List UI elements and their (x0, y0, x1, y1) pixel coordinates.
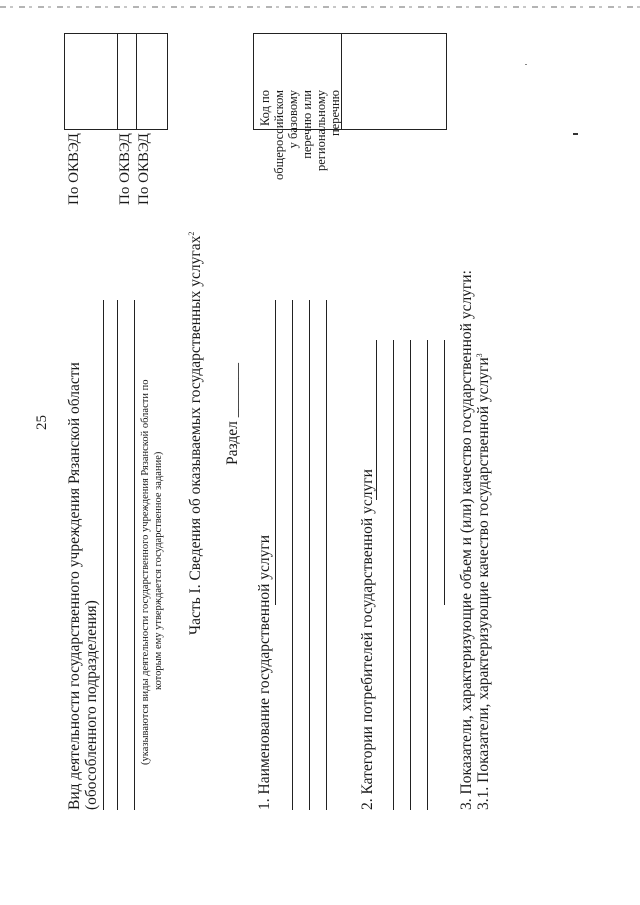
okved-label-2: По ОКВЭД (117, 133, 133, 205)
activity-title-line1: Вид деятельности государственного учреждения Рязанской области (66, 362, 83, 810)
section-label: Раздел _______ (224, 363, 241, 465)
quality-indicators-label: 3.1. Показатели, характеризующие качество государственной услуги$^3$ (475, 353, 493, 810)
activity-hint-line2: которым ему утверждается государственное задание) (153, 451, 164, 690)
scan-speck (573, 133, 578, 135)
service-name-label: 1. Наименование государственной услуги (256, 534, 273, 810)
okved-code-box-divider-1 (117, 34, 118, 130)
part-title: Часть I. Сведения об оказываемых государственных услугах$^2$ (187, 231, 205, 635)
service-name-line-4 (326, 300, 327, 810)
activity-underline-1 (103, 300, 104, 810)
service-name-line-1 (275, 300, 276, 605)
scan-speck (525, 64, 527, 65)
service-name-line-2 (292, 300, 293, 810)
activity-hint-line1: (указываются виды деятельности государственного учреждения Рязанской области по (140, 379, 151, 765)
activity-underline-3 (134, 300, 135, 810)
page-number: 25 (34, 415, 50, 430)
activity-title-line2: (обособленного подразделения) (83, 600, 100, 810)
consumers-line-2 (393, 340, 394, 810)
okved-code-box-divider-2 (136, 34, 137, 130)
consumers-line-5 (444, 340, 445, 605)
consumers-line-4 (427, 340, 428, 810)
consumers-label: 2. Категории потребителей государственной услуги (359, 469, 376, 810)
base-list-code-box-divider (341, 34, 342, 130)
indicators-label: 3. Показатели, характеризующие объем и (или) качество государственной услуги: (458, 270, 475, 810)
consumers-line-3 (410, 340, 411, 810)
activity-underline-2 (117, 300, 118, 810)
service-name-line-3 (309, 300, 310, 810)
base-list-code-header: Код по общероссийском у базовому перечню или региональному перечню (258, 90, 342, 180)
okved-label-1: По ОКВЭД (66, 133, 82, 205)
okved-code-box (64, 33, 168, 130)
base-list-code-box (253, 33, 447, 130)
consumers-line-1 (376, 340, 377, 500)
okved-label-3: По ОКВЭД (136, 133, 152, 205)
